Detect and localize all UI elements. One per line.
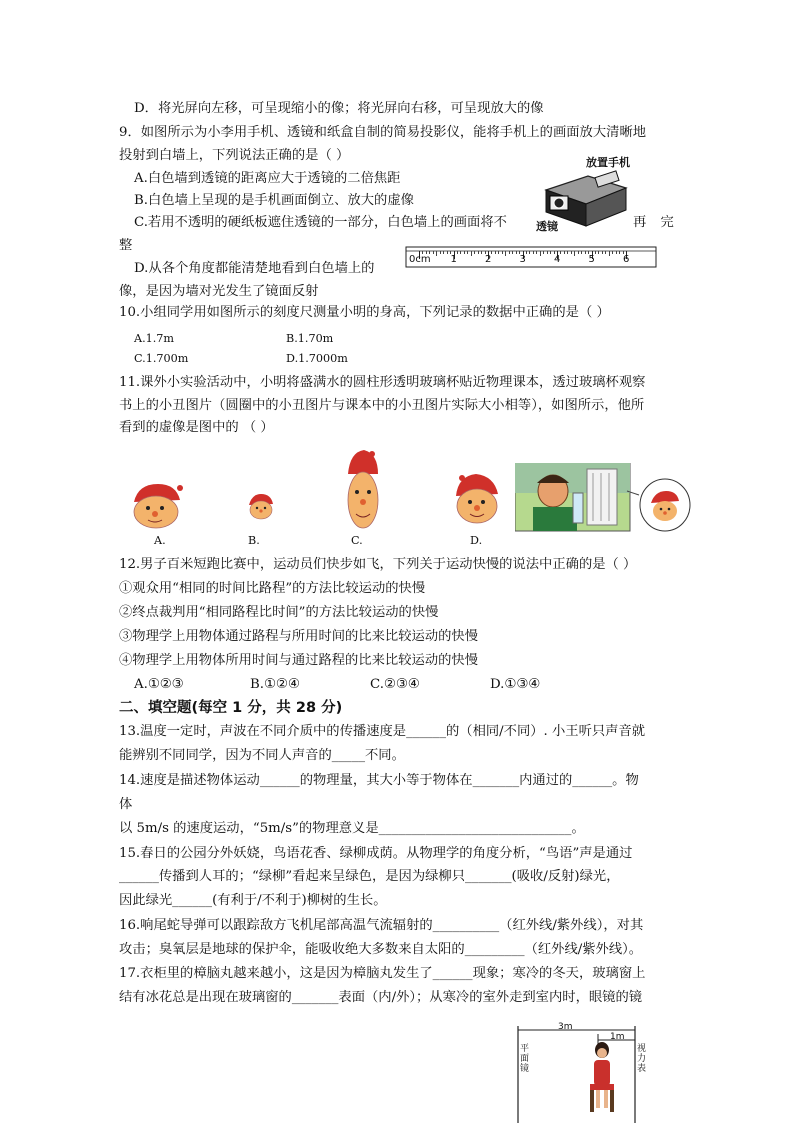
q9-option-c: C.若用不透明的硬纸板遮住透镜的一部分，白色墙上的画面将不: [134, 215, 507, 230]
ruler-minor-tick: [560, 251, 561, 254]
q11-stem-line2: 书上的小丑图片（圆圈中的小丑图片与课本中的小丑图片实际大小相等），如图所示，他所: [119, 398, 645, 413]
ruler-minor-tick: [602, 251, 603, 254]
ruler-minor-tick: [540, 251, 541, 256]
q17-line1: 17.衣柜里的樟脑丸越来越小，这是因为樟脑丸发生了______现象；寒冷的冬天，玻璃窗上: [119, 966, 646, 981]
q10-stem: 10.小组同学用如图所示的刻度尺测量小明的身高，下列记录的数据中正确的是（ ）: [119, 305, 610, 320]
q14-line3: 以 5m/s 的速度运动，“5m/s”的物理意义是_____________________________。: [119, 821, 585, 836]
mirror-figure: [510, 1020, 660, 1123]
q13-line2: 能辨别不同同学，因为不同人声音的_____不同。: [119, 748, 405, 763]
q12-option-a: A.①②③: [134, 677, 184, 692]
ruler-minor-tick: [616, 251, 617, 254]
ruler-tick-label: 2: [485, 254, 492, 265]
ruler-minor-tick: [564, 251, 565, 254]
q14-line2: 体: [119, 797, 133, 812]
q10-option-d: D.1.7000m: [286, 352, 348, 365]
ruler-minor-tick: [547, 251, 548, 254]
ruler-minor-tick: [436, 251, 437, 256]
section-2-heading: 二、填空题(每空 1 分，共 28 分): [119, 700, 343, 716]
q15-line1: 15.春日的公园分外妖娆，鸟语花香、绿柳成荫。从物理学的角度分析，“鸟语”声是通过: [119, 846, 633, 861]
clown-label-c: C.: [351, 534, 363, 547]
q13-line1: 13.温度一定时，声波在不同介质中的传播速度是______的（相同/不同）. 小王听只声音就: [119, 724, 646, 739]
ruler-tick-label: 3: [519, 254, 526, 265]
clown-image-a: [128, 478, 184, 530]
ruler-minor-tick: [526, 251, 527, 254]
distance-3m-label: 3m: [558, 1022, 573, 1032]
ruler-minor-tick: [619, 251, 620, 254]
ruler-tick-label: 1: [450, 254, 457, 265]
q16-line1: 16.响尾蛇导弹可以跟踪敌方飞机尾部高温气流辐射的__________（红外线/紫外线），对其: [119, 918, 644, 933]
ruler-minor-tick: [509, 251, 510, 254]
eye-chart-label: 视力表: [637, 1044, 647, 1074]
q10-option-a: A.1.7m: [134, 332, 175, 345]
q17-line2: 结有冰花总是出现在玻璃窗的_______表面（内/外）；从寒冷的室外走到室内时，眼镜的镜: [119, 990, 643, 1005]
ruler-minor-tick: [516, 251, 517, 254]
ruler-tick-label: 4: [554, 254, 561, 265]
clown-label-a: A.: [154, 534, 166, 547]
ruler-minor-tick: [474, 251, 475, 254]
ruler-minor-tick: [567, 251, 568, 254]
ruler-minor-tick: [571, 251, 572, 254]
q8-option-d: D．将光屏向左移，可呈现缩小的像；将光屏向右移，可呈现放大的像: [134, 101, 544, 116]
ruler-minor-tick: [440, 251, 441, 254]
ruler-minor-tick: [505, 251, 506, 256]
ruler-minor-tick: [536, 251, 537, 254]
q9-option-c-tail: 再 完: [633, 215, 674, 230]
ruler-minor-tick: [433, 251, 434, 254]
q12-statement-2: ②终点裁判用“相同路程比时间”的方法比较运动的快慢: [119, 605, 439, 620]
projector-figure: [536, 152, 646, 232]
clown-image-b: [246, 491, 276, 521]
ruler-minor-tick: [585, 251, 586, 254]
q12-option-d: D.①③④: [490, 677, 541, 692]
ruler-minor-tick: [578, 251, 579, 254]
ruler-minor-tick: [467, 251, 468, 254]
ruler-minor-tick: [498, 251, 499, 254]
ruler-minor-tick: [529, 251, 530, 254]
ruler-minor-tick: [543, 251, 544, 254]
phone-label: 放置手机: [586, 156, 630, 169]
q9-option-d-line1: D.从各个角度都能清楚地看到白色墙上的: [134, 261, 375, 276]
ruler-minor-tick: [612, 251, 613, 254]
ruler-tick-label: 0cm: [409, 254, 431, 265]
ruler-minor-tick: [574, 251, 575, 256]
q9-option-a: A.白色墙到透镜的距离应大于透镜的二倍焦距: [134, 171, 401, 186]
ruler-minor-tick: [491, 251, 492, 254]
ruler-minor-tick: [464, 251, 465, 254]
q10-option-c: C.1.700m: [134, 352, 189, 365]
ruler-minor-tick: [533, 251, 534, 254]
clown-image-c: [342, 448, 382, 530]
q16-line2: 攻击；臭氧层是地球的保护伞，能吸收绝大多数来自太阳的_________（红外线/紫外线）。: [119, 942, 643, 957]
ruler-drawing: [405, 243, 657, 269]
plane-mirror-label: 平面镜: [520, 1044, 530, 1074]
q12-statement-3: ③物理学上用物体通过路程与所用时间的比来比较运动的快慢: [119, 629, 479, 644]
ruler-minor-tick: [481, 251, 482, 254]
clown-label-d: D.: [470, 534, 483, 547]
ruler-minor-tick: [443, 251, 444, 254]
q12-stem: 12.男子百米短跑比赛中，运动员们快步如飞，下列关于运动快慢的说法中正确的是（ ）: [119, 557, 637, 572]
ruler-minor-tick: [495, 251, 496, 254]
ruler-minor-tick: [429, 251, 430, 254]
ruler-figure: [405, 243, 657, 269]
ruler-minor-tick: [605, 251, 606, 254]
ruler-minor-tick: [471, 251, 472, 256]
q11-stem-line1: 11.课外小实验活动中，小明将盛满水的圆柱形透明玻璃杯贴近物理课本，透过玻璃杯观察: [119, 375, 646, 390]
ruler-minor-tick: [609, 251, 610, 256]
q15-line3: 因此绿光______(有利于/不利于)柳树的生长。: [119, 893, 387, 908]
q9-option-d-line2: 像，是因为墙对光发生了镜面反射: [119, 284, 319, 299]
q11-stem-line3: 看到的虚像是图中的 （ ）: [119, 420, 274, 435]
clown-image-d: [452, 470, 502, 526]
ruler-minor-tick: [447, 251, 448, 254]
ruler-minor-tick: [598, 251, 599, 254]
q15-line2: ______传播到人耳的；“绿柳”看起来呈绿色，是因为绿柳只_______(吸收/反射)绿光，: [119, 869, 620, 884]
ruler-minor-tick: [595, 251, 596, 254]
q12-statement-1: ①观众用“相同的时间比路程”的方法比较运动的快慢: [119, 581, 426, 596]
distance-1m-label: 1m: [610, 1032, 625, 1042]
ruler-minor-tick: [512, 251, 513, 254]
ruler-tick-label: 6: [623, 254, 630, 265]
ruler-minor-tick: [460, 251, 461, 254]
ruler-minor-tick: [426, 251, 427, 254]
ruler-minor-tick: [422, 251, 423, 254]
q9-option-b: B.白色墙上呈现的是手机画面倒立、放大的虚像: [134, 193, 414, 208]
q9-stem-line1: 9．如图所示为小李用手机、透镜和纸盒自制的简易投影仪，能将手机上的画面放大清晰地: [119, 125, 647, 140]
ruler-minor-tick: [478, 251, 479, 254]
ruler-minor-tick: [581, 251, 582, 254]
lens-label: 透镜: [536, 220, 558, 233]
q9-option-c-end: 整: [119, 238, 133, 253]
ruler-minor-tick: [550, 251, 551, 254]
q9-stem-line2: 投射到白墙上，下列说法正确的是（ ）: [119, 148, 350, 163]
q12-statement-4: ④物理学上用物体所用时间与通过路程的比来比较运动的快慢: [119, 653, 479, 668]
boy-glass-illustration: [515, 463, 695, 533]
ruler-minor-tick: [502, 251, 503, 254]
q12-option-b: B.①②④: [250, 677, 300, 692]
q10-option-b: B.1.70m: [286, 332, 334, 345]
q14-line1: 14.速度是描述物体运动______的物理量，其大小等于物体在_______内通过的______。物: [119, 773, 639, 788]
clown-label-b: B.: [248, 534, 260, 547]
q12-option-c: C.②③④: [370, 677, 420, 692]
ruler-tick-label: 5: [588, 254, 595, 265]
ruler-minor-tick: [457, 251, 458, 254]
